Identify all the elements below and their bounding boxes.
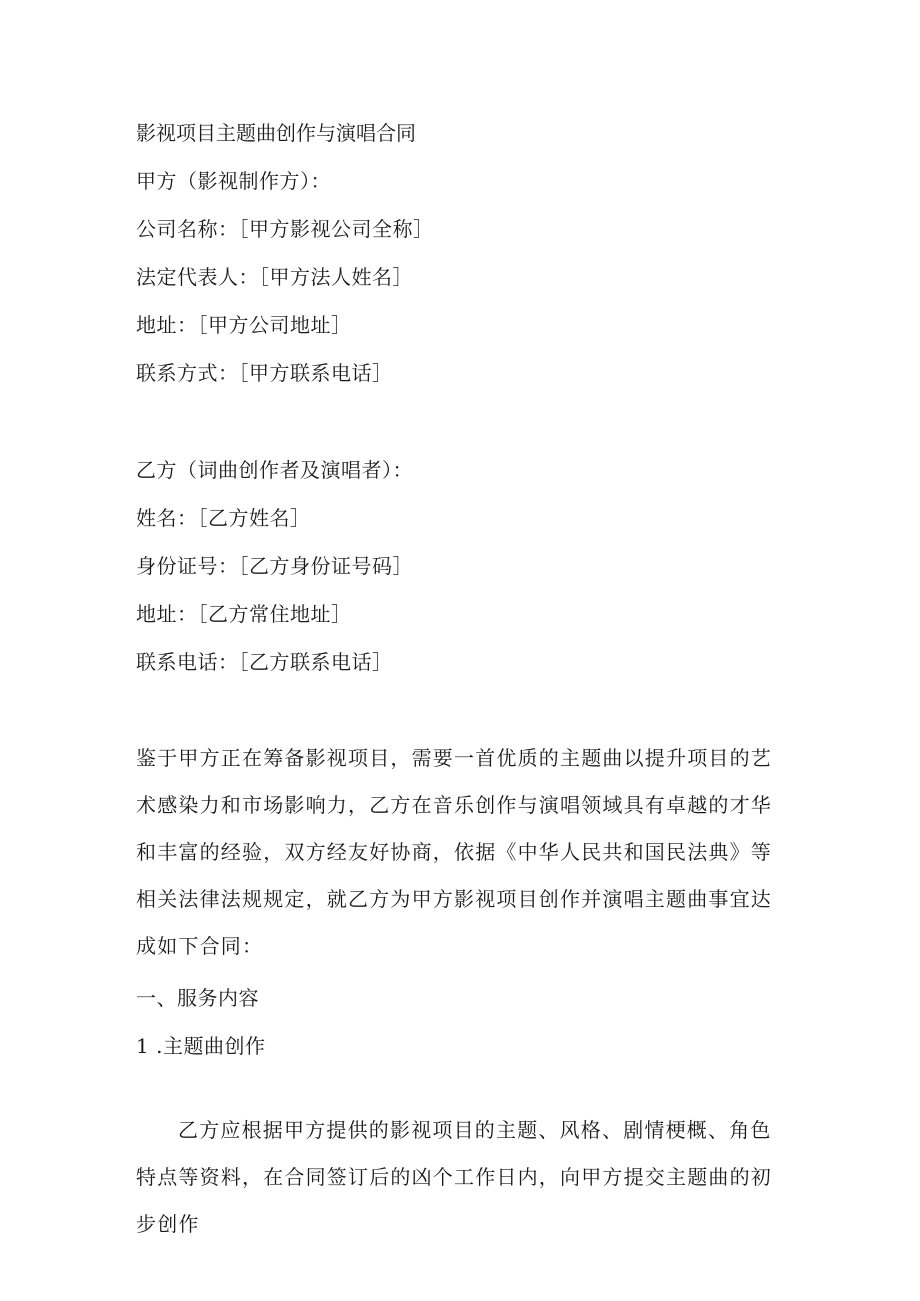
- item-1-heading: 1 .主题曲创作: [136, 1034, 266, 1058]
- section-1-heading: 一、服务内容: [136, 986, 259, 1010]
- party-a-contact: 联系方式：［甲方联系电话］: [136, 361, 393, 385]
- party-b-name: 姓名：［乙方姓名］: [136, 506, 311, 530]
- document-title: 影视项目主题曲创作与演唱合同: [136, 121, 416, 145]
- party-b-id-number: 身份证号：［乙方身份证号码］: [136, 554, 413, 578]
- party-b-address: 地址：［乙方常住地址］: [136, 602, 352, 626]
- party-b-contact: 联系电话：［乙方联系电话］: [136, 650, 393, 674]
- party-a-heading: 甲方（影视制作方）：: [136, 169, 331, 193]
- party-a-representative: 法定代表人：［甲方法人姓名］: [136, 265, 413, 289]
- item-1-body: 乙方应根据甲方提供的影视项目的主题、风格、剧情梗概、角色特点等资料，在合同签订后的凶个工作日内，向甲方提交主题曲的初步创作: [136, 1118, 772, 1236]
- party-a-company: 公司名称：［甲方影视公司全称］: [136, 217, 434, 241]
- party-a-address: 地址：［甲方公司地址］: [136, 313, 352, 337]
- preamble-paragraph: 鉴于甲方正在筹备影视项目，需要一首优质的主题曲以提升项目的艺术感染力和市场影响力，乙方在音乐创作与演唱领域具有卓越的才华和丰富的经验，双方经友好协商，依据《中华人民共和国民法典》等相关法律法规规定，就乙方为甲方影视项目创作并演唱主题曲事宜达成如下合同：: [136, 746, 772, 958]
- party-b-heading: 乙方（词曲创作者及演唱者）：: [136, 458, 413, 482]
